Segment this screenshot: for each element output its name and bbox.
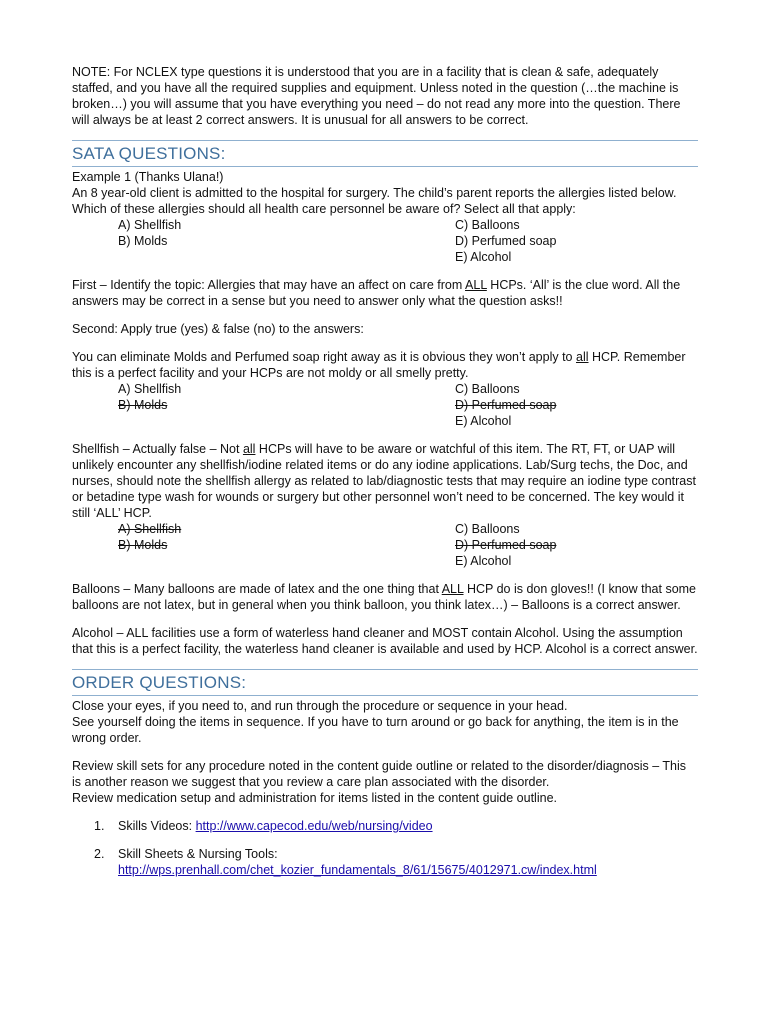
option-e: E) Alcohol: [455, 414, 512, 428]
list-item: 1. Skills Videos: http://www.capecod.edu/web/nursing/video: [94, 819, 433, 833]
option-c: C) Balloons: [455, 218, 520, 232]
list-item-label: Skills Videos:: [118, 819, 196, 833]
order-line-1: Close your eyes, if you need to, and run through the procedure or sequence in your head.: [72, 699, 568, 713]
balloons-paragraph: Balloons – Many balloons are made of latex and the one thing that ALL HCP do is don gloves!! (I know that some balloons are not latex, but in general when you think balloon, you think latex…) – Balloons is a correct answer.: [72, 582, 697, 612]
example-title: Example 1 (Thanks Ulana!): [72, 170, 224, 184]
options-block-2: [72, 381, 698, 429]
option-d: D) Perfumed soap: [455, 234, 557, 248]
option-d-struck: D) Perfumed soap: [455, 538, 557, 552]
option-a-struck: A) Shellfish: [118, 522, 182, 536]
eliminate-paragraph: You can eliminate Molds and Perfumed soap right away as it is obvious they won’t apply to all HCP. Remember this is a perfect facility and your HCPs are not moldy or all smelly pretty.: [72, 350, 686, 380]
second-step-paragraph: Second: Apply true (yes) & false (no) to the answers:: [72, 322, 364, 336]
review-medication-paragraph: Review medication setup and administration for items listed in the content guide outline.: [72, 791, 557, 805]
alcohol-paragraph: Alcohol – ALL facilities use a form of waterless hand cleaner and MOST contain Alcohol. Using the assumption that this is a perfect facility, the waterless hand cleaner is available and used by HCP. Alcohol is a correct answer.: [72, 626, 698, 656]
document-page: [72, 64, 698, 890]
skill-sheets-link[interactable]: http://wps.prenhall.com/chet_kozier_fundamentals_8/61/15675/4012971.cw/index.html: [118, 863, 597, 877]
list-item: 2. Skill Sheets & Nursing Tools: http://wps.prenhall.com/chet_kozier_fundamentals_8/61/15675/4012971.cw/index.html: [94, 847, 597, 877]
list-item-label: Skill Sheets & Nursing Tools:: [118, 847, 278, 861]
option-d-struck: D) Perfumed soap: [455, 398, 557, 412]
review-skills-paragraph: Review skill sets for any procedure noted in the content guide outline or related to the disorder/diagnosis – This is another reason we suggest that you review a care plan associated with the disorder.: [72, 759, 687, 789]
option-e: E) Alcohol: [455, 554, 512, 568]
example-question: An 8 year-old client is admitted to the hospital for surgery. The child’s parent reports the allergies listed below. Which of these allergies should all health care personnel be aware of? Select all that apply:: [72, 186, 677, 216]
option-b-struck: B) Molds: [118, 398, 168, 412]
order-line-2: See yourself doing the items in sequence. If you have to turn around or go back for anything, the item is in the wrong order.: [72, 715, 679, 745]
resource-list: [72, 818, 698, 878]
option-a: A) Shellfish: [118, 382, 182, 396]
options-block-3: [72, 521, 698, 569]
note-paragraph: NOTE: For NCLEX type questions it is understood that you are in a facility that is clean & safe, adequately staffed, and you have all the required supplies and equipment. Unless noted in the question (…the machine is broken…) you will assume that you have everything you need – do not read any more into the question. There will always be at least 2 correct answers. It is unusual for all answers to be correct.: [72, 65, 681, 127]
option-c: C) Balloons: [455, 522, 520, 536]
options-block-1: [72, 217, 698, 265]
option-b-struck: B) Molds: [118, 538, 168, 552]
order-heading: ORDER QUESTIONS:: [72, 669, 698, 696]
first-step-paragraph: First – Identify the topic: Allergies that may have an affect on care from ALL HCPs. ‘All’ is the clue word. All the answers may be correct in a sense but you need to answer only what the question asks!!: [72, 278, 681, 308]
option-b: B) Molds: [118, 234, 168, 248]
sata-heading: SATA QUESTIONS:: [72, 140, 698, 167]
skills-videos-link[interactable]: http://www.capecod.edu/web/nursing/video: [195, 819, 433, 833]
option-a: A) Shellfish: [118, 218, 182, 232]
shellfish-paragraph: Shellfish – Actually false – Not all HCPs will have to be aware or watchful of this item. The RT, FT, or UAP will unlikely encounter any shellfish/iodine related items or do any iodine applications. Lab/Surg techs, the Doc, and nurses, should note the shellfish allergy as related to lab/diagnostic tests that may require an iodine type contrast or betadine type wash for wounds or surgery but other personnel won’t need to be concerned. The key would it still ‘ALL’ HCP.: [72, 442, 696, 520]
option-c: C) Balloons: [455, 382, 520, 396]
option-e: E) Alcohol: [455, 250, 512, 264]
